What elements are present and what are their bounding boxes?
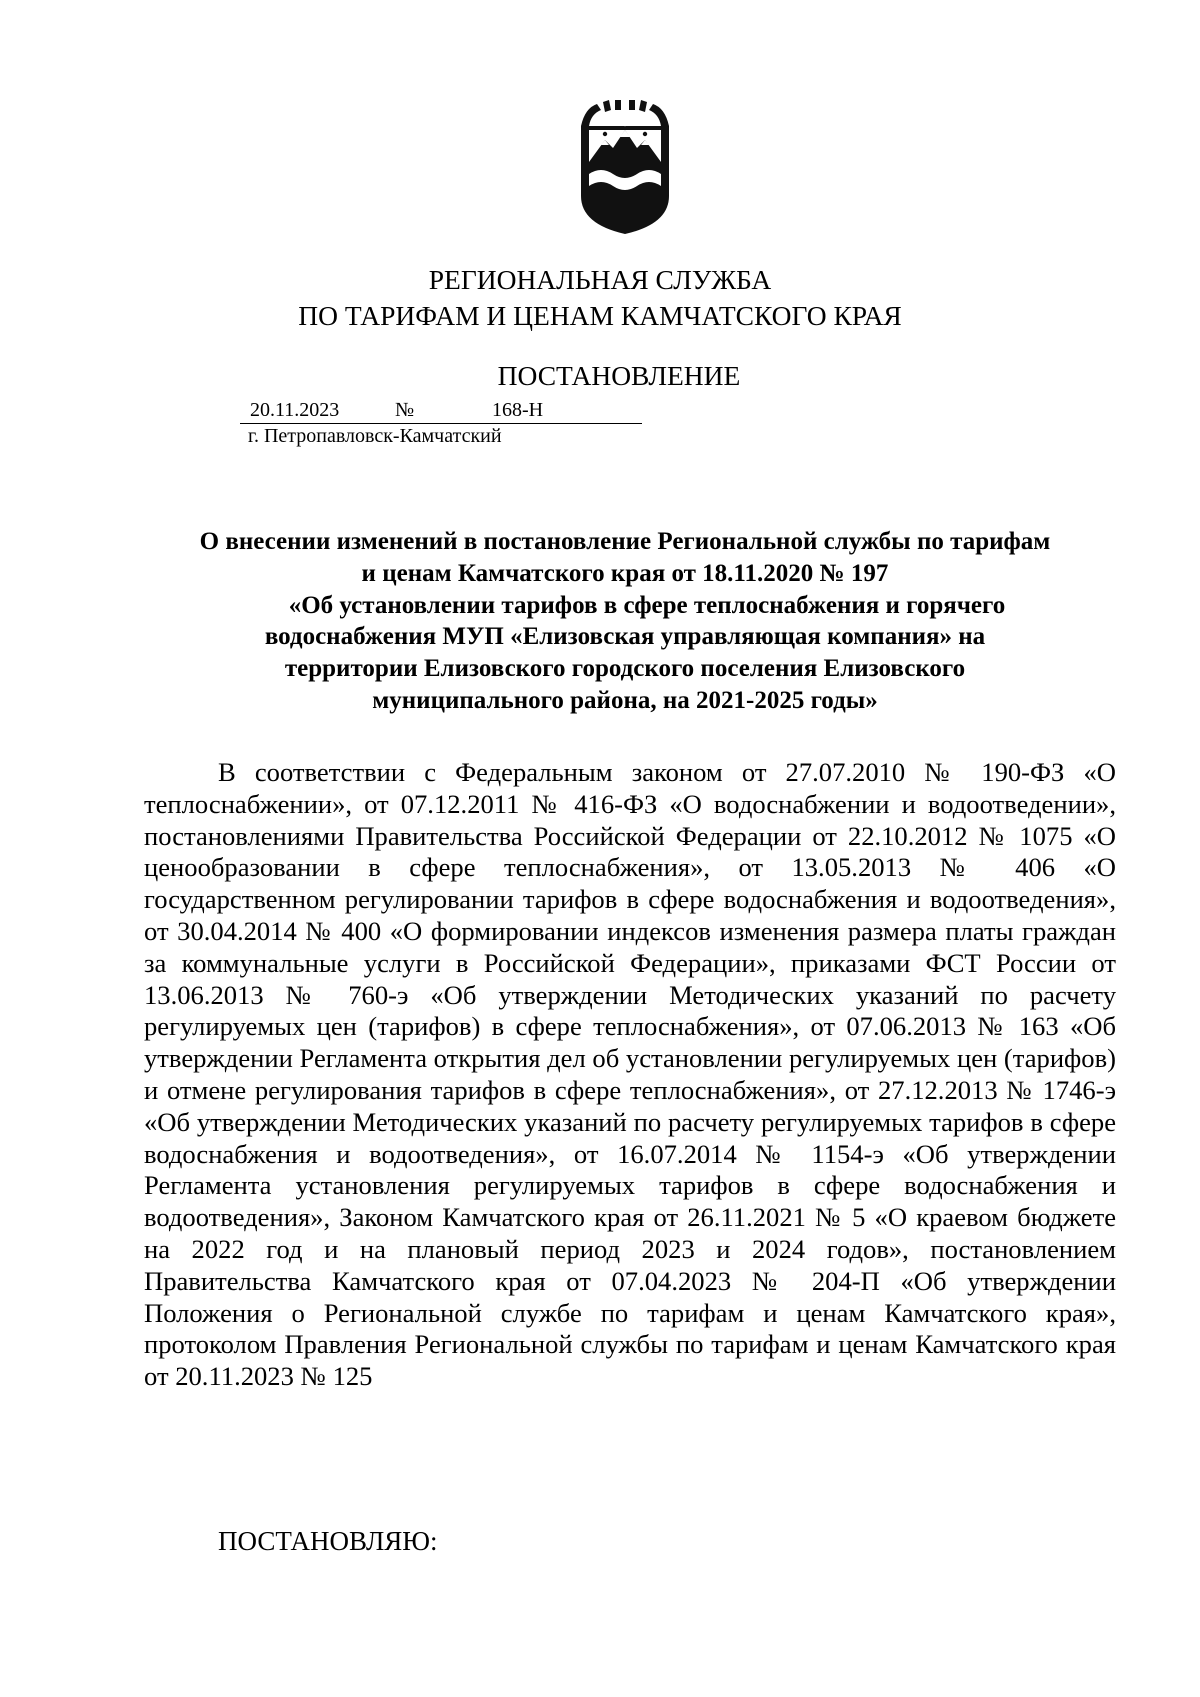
document-number: 168-Н [492,399,544,421]
decree-word: ПОСТАНОВЛЯЮ: [218,1526,438,1556]
agency-name [0,262,1200,334]
subject-line: и ценам Камчатского края от 18.11.2020 № 197 [361,559,889,587]
subject-line: территории Елизовского городского поселения Елизовского [284,655,966,683]
subject-line: водоснабжения МУП «Елизовская управляющая компания» на [264,623,986,651]
city-name: г. Петропавловск-Камчатский [248,425,502,447]
agency-line-1: РЕГИОНАЛЬНАЯ СЛУЖБА [428,264,772,295]
document-type: ПОСТАНОВЛЕНИЕ [497,360,741,391]
number-sign: № [395,399,415,421]
date-number-line [240,397,642,424]
document-date: 20.11.2023 [250,399,340,421]
subject-line: «Об установлении тарифов в сфере теплоснабжения и горячего [288,591,1006,619]
kamchatka-coat-of-arms-icon [575,100,675,236]
subject-line: О внесении изменений в постановление Региональной службы по тарифам [199,528,1051,555]
body-paragraph: В соответствии с Федеральным законом от 27.07.2010 № 190-ФЗ «О теплоснабжении», от 07.12.2011 № 416-ФЗ «О водоснабжении и водоотведении», постановлениями Правительства Российской Федерации от 22.10.2012 № 1075 «О ценообразовании в сфере теплоснабжения», от 13.05.2013 № 406 «О государственном регулировании тарифов в сфере водоснабжения и водоотведения», от 30.04.2014 № 400 «О формировании индексов изменения размера платы граждан за коммунальные услуги в Российской Федерации», приказами ФСТ России от 13.06.2013 № 760-э «Об утверждении Методических указаний по расчету регулируемых цен (тарифов) в сфере теплоснабжения», от 07.06.2013 № 163 «Об утверждении Регламента открытия дел об установлении регулируемых цен (тарифов) и отмене регулирования тарифов в сфере теплоснабжения», от 27.12.2013 № 1746-э «Об утверждении Методических указаний по расчету регулируемых тарифов в сфере водоснабжения и водоотведения», от 16.07.2014 № 1154-э «Об утверждении Регламента установления регулируемых тарифов в сфере водоснабжения и водоотведения», Законом Камчатского края от 26.11.2021 № 5 «О краевом бюджете на 2022 год и на плановый период 2023 и 2024 годов», постановлением Правительства Камчатского края от 07.04.2023 № 204-П «Об утверждении Положения о Региональной службе по тарифам и ценам Камчатского края», протоколом Правления Региональной службы по тарифам и ценам Камчатского края от 20.11.2023 № 125 [144,757,1116,1392]
agency-line-2: ПО ТАРИФАМ И ЦЕНАМ КАМЧАТСКОГО КРАЯ [298,300,902,331]
subject-line: муниципального района, на 2021-2025 годы» [372,686,878,714]
document-subject [130,526,1120,717]
document-body [144,757,1116,1393]
